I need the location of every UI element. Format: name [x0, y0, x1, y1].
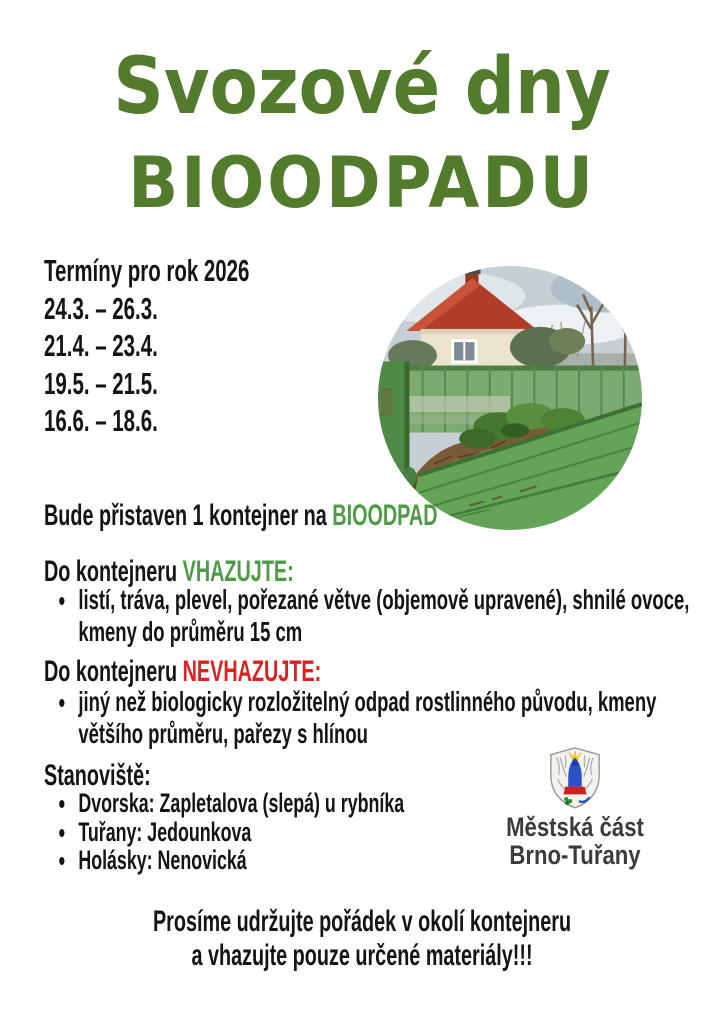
allowed-list — [44, 584, 711, 647]
footer-notice — [123, 905, 601, 972]
municipality-name — [503, 813, 647, 869]
container-photo — [378, 266, 642, 530]
brno-turany-coat-of-arms-icon — [546, 746, 604, 810]
page-title: Svozové dny — [113, 42, 611, 132]
municipality-line1: Městská část — [506, 812, 644, 842]
forbidden-heading-highlight: NEVHAZUJTE: — [182, 655, 322, 688]
container-note — [44, 499, 438, 533]
locations-heading: Stanoviště: — [44, 759, 151, 792]
forbidden-list — [44, 686, 711, 749]
date-range: 24.3. – 26.3. — [44, 290, 158, 326]
coat-of-arms — [546, 746, 604, 810]
container-photo-illustration — [378, 266, 642, 530]
forbidden-heading-prefix: Do kontejneru — [44, 655, 183, 688]
location-item: • Dvorska: Zapletalova (slepá) u rybníka — [74, 789, 710, 818]
container-note-text: Bude přistaven 1 kontejner na — [44, 499, 333, 532]
location-item: • Tuřany: Jedounkova — [74, 818, 710, 847]
date-range: 21.4. – 23.4. — [44, 328, 158, 363]
allowed-heading-highlight: VHAZUJTE: — [182, 555, 294, 588]
footer-line2: a vhazujte pouze určené materiály!!! — [191, 938, 533, 972]
dates-section — [44, 252, 249, 440]
footer-line1: Prosíme udržujte pořádek v okolí kontejneru — [152, 905, 572, 938]
location-item: • Holásky: Nenovická — [74, 846, 710, 875]
page-subtitle: BIOODPADU — [128, 142, 596, 224]
municipality-line2: Brno-Tuřany — [509, 840, 641, 870]
allowed-item: • listí, tráva, plevel, pořezané větve (objemově upravené), shnilé ovoce, kmeny do průměru 15 cm — [74, 584, 710, 647]
forbidden-heading — [44, 655, 321, 689]
date-range: 16.6. – 18.6. — [44, 403, 158, 438]
forbidden-item: • jiný než biologicky rozložitelný odpad rostlinného původu, kmeny většího průměru, pařezy s hlínou — [74, 686, 710, 749]
container-note-highlight: BIOODPAD — [332, 499, 438, 532]
dates-heading: Termíny pro rok 2026 — [44, 253, 250, 288]
date-range: 19.5. – 21.5. — [44, 365, 158, 401]
allowed-heading-prefix: Do kontejneru — [44, 555, 183, 588]
